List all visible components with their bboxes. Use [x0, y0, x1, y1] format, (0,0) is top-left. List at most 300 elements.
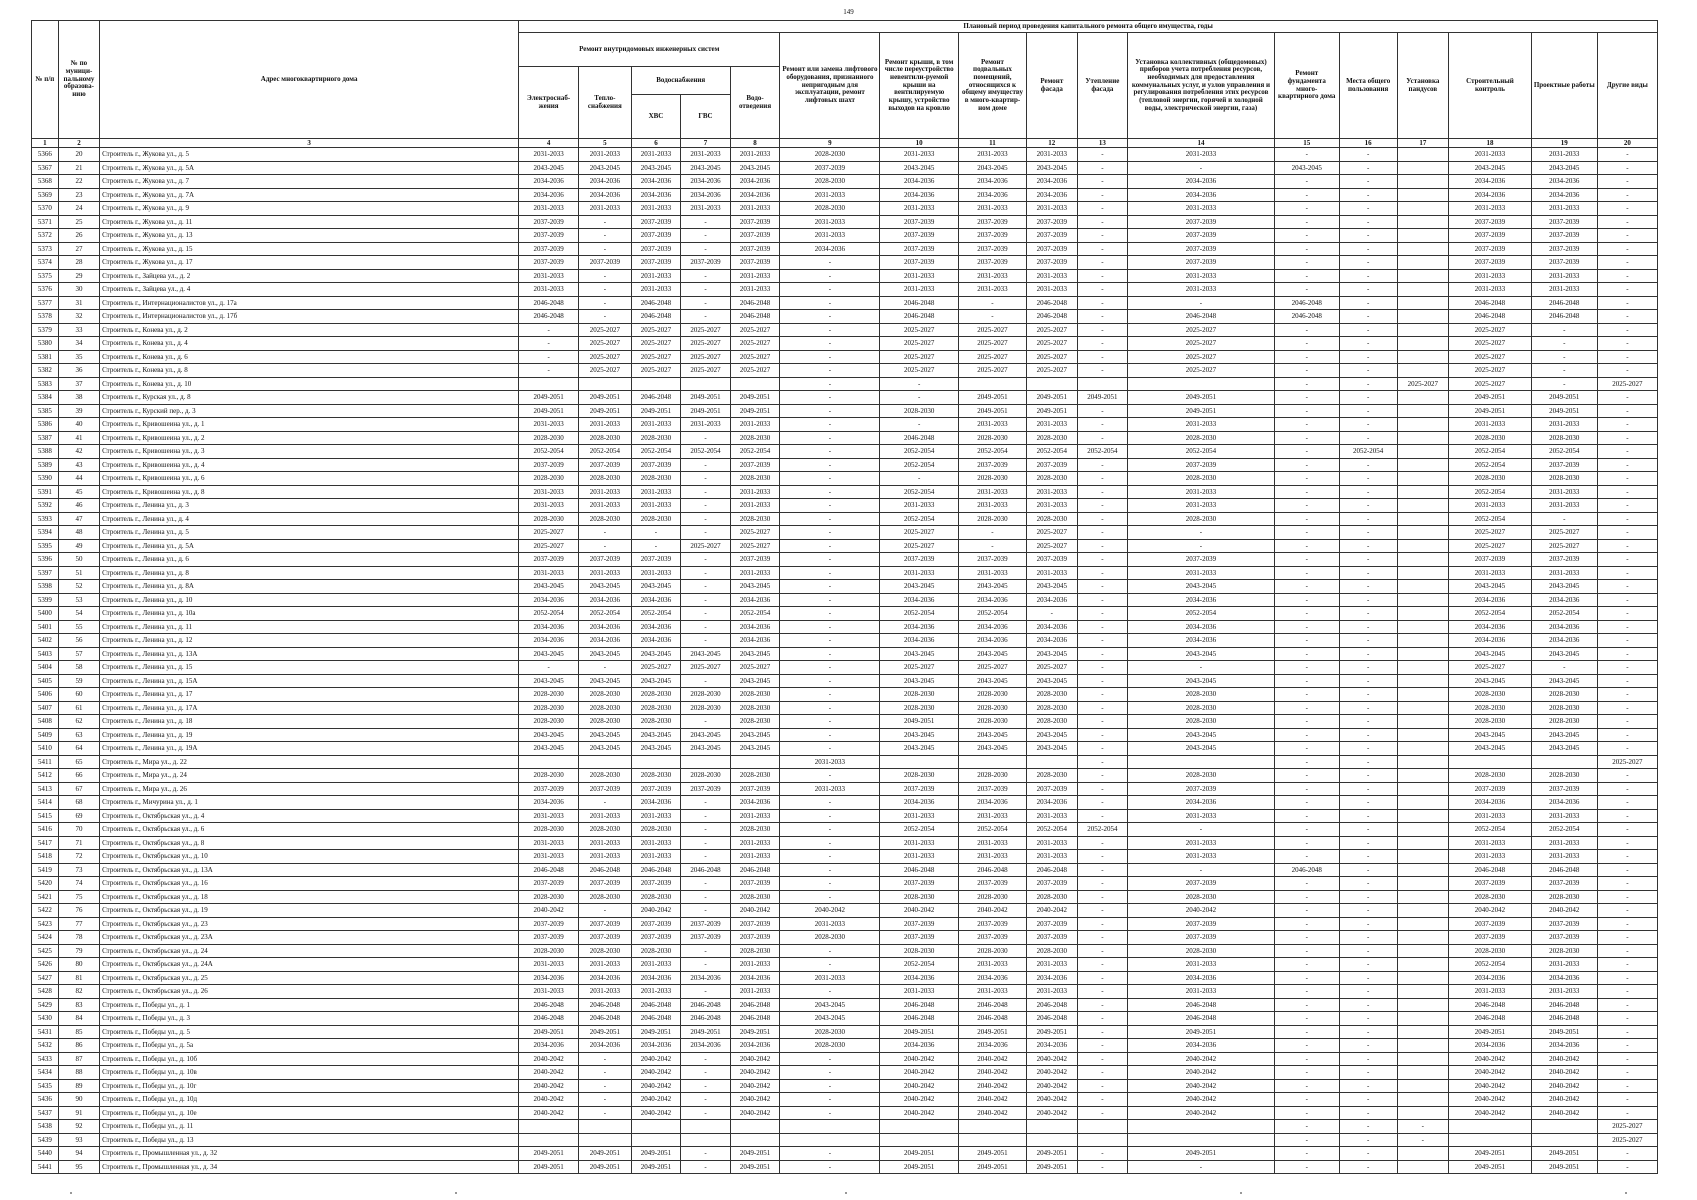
table-row [32, 1160, 1658, 1174]
table-cell: 2028-2030 [780, 1025, 880, 1039]
table-cell [519, 755, 579, 769]
table-cell: 2034-2036 [730, 634, 780, 648]
table-cell: 51 [58, 566, 99, 580]
address-cell: Строитель г., Жукова ул., д. 5А [100, 161, 519, 175]
table-cell: 5367 [32, 161, 59, 175]
table-cell: - [1128, 863, 1275, 877]
table-cell: 2031-2033 [880, 809, 958, 823]
table-cell [1397, 485, 1449, 499]
table-cell: - [1597, 809, 1657, 823]
table-cell: 2031-2033 [880, 202, 958, 216]
column-number: 18 [1449, 139, 1532, 148]
address-cell: Строитель г., Победы ул., д. 10е [100, 1106, 519, 1120]
table-cell: 2031-2033 [1128, 850, 1275, 864]
table-cell: - [1597, 647, 1657, 661]
table-cell: 2037-2039 [579, 917, 632, 931]
table-cell: - [1531, 350, 1597, 364]
table-cell: - [1339, 1106, 1397, 1120]
table-cell: - [1274, 539, 1339, 553]
address-cell: Строитель г., Победы ул., д. 10б [100, 1052, 519, 1066]
table-cell: - [1077, 688, 1128, 702]
table-cell: 2034-2036 [1027, 175, 1078, 189]
table-cell: 2034-2036 [1449, 796, 1532, 810]
table-cell: 2028-2030 [958, 715, 1026, 729]
table-cell: 2052-2054 [880, 485, 958, 499]
table-cell: 5396 [32, 553, 59, 567]
table-cell [1397, 688, 1449, 702]
table-cell: 58 [58, 661, 99, 675]
table-row [32, 796, 1658, 810]
table-cell: - [681, 1052, 731, 1066]
table-cell: 2052-2054 [880, 512, 958, 526]
table-cell: 2028-2030 [579, 688, 632, 702]
table-cell: 2025-2027 [579, 323, 632, 337]
table-cell: 22 [58, 175, 99, 189]
table-cell: - [1027, 607, 1078, 621]
table-cell: - [1077, 323, 1128, 337]
table-cell: 2037-2039 [1128, 256, 1275, 270]
table-cell: 2031-2033 [1449, 809, 1532, 823]
table-cell: 2052-2054 [1531, 445, 1597, 459]
address-cell: Строитель г., Конева ул., д. 4 [100, 337, 519, 351]
table-cell: 2037-2039 [579, 256, 632, 270]
table-cell: 2043-2045 [579, 674, 632, 688]
table-cell: 23 [58, 188, 99, 202]
address-cell: Строитель г., Интернационалистов ул., д. 17а [100, 296, 519, 310]
table-cell: 2046-2048 [519, 1012, 579, 1026]
table-cell: - [1077, 634, 1128, 648]
table-cell: 2034-2036 [1027, 634, 1078, 648]
column-number: 7 [681, 139, 731, 148]
table-cell [681, 377, 731, 391]
table-cell: 5437 [32, 1106, 59, 1120]
table-cell: 5393 [32, 512, 59, 526]
address-cell: Строитель г., Жукова ул., д. 9 [100, 202, 519, 216]
table-cell: 2031-2033 [1531, 418, 1597, 432]
table-cell: - [1274, 1120, 1339, 1134]
table-cell: - [681, 850, 731, 864]
table-cell: 2043-2045 [681, 161, 731, 175]
table-cell: 2046-2048 [1027, 1012, 1078, 1026]
table-cell: - [780, 836, 880, 850]
table-cell: 2025-2027 [1531, 539, 1597, 553]
table-cell: - [1339, 418, 1397, 432]
table-cell: 2052-2054 [880, 958, 958, 972]
table-cell [1397, 458, 1449, 472]
table-cell: 2025-2027 [579, 337, 632, 351]
table-cell [1397, 904, 1449, 918]
table-cell: 2046-2048 [958, 998, 1026, 1012]
table-cell: 5369 [32, 188, 59, 202]
table-cell: 2052-2054 [1449, 458, 1532, 472]
table-cell: 40 [58, 418, 99, 432]
table-cell [958, 1133, 1026, 1147]
table-cell: 2049-2051 [519, 1025, 579, 1039]
table-cell: - [1077, 431, 1128, 445]
table-cell: 2037-2039 [1449, 917, 1532, 931]
address-cell: Строитель г., Ленина ул., д. 8А [100, 580, 519, 594]
table-cell [1397, 755, 1449, 769]
table-cell: - [1397, 1133, 1449, 1147]
table-cell: - [1077, 1012, 1128, 1026]
table-cell: 5391 [32, 485, 59, 499]
table-cell: 2034-2036 [730, 796, 780, 810]
table-cell: 2028-2030 [519, 890, 579, 904]
table-cell: 2025-2027 [880, 337, 958, 351]
table-cell: - [780, 310, 880, 324]
table-cell [1397, 1079, 1449, 1093]
table-row [32, 377, 1658, 391]
table-cell: 2028-2030 [730, 688, 780, 702]
table-cell: 2031-2033 [730, 850, 780, 864]
table-cell: 2031-2033 [958, 836, 1026, 850]
table-row [32, 458, 1658, 472]
table-cell: - [1339, 1052, 1397, 1066]
table-cell: 2037-2039 [1128, 229, 1275, 243]
table-cell: 2031-2033 [579, 836, 632, 850]
table-cell: 2028-2030 [1449, 472, 1532, 486]
table-cell: 2025-2027 [1449, 661, 1532, 675]
table-cell: - [519, 350, 579, 364]
table-cell: 2031-2033 [519, 485, 579, 499]
table-cell: - [1339, 242, 1397, 256]
column-numbers-row [32, 139, 1658, 148]
table-row [32, 1133, 1658, 1147]
table-cell: - [780, 634, 880, 648]
table-cell: - [1077, 229, 1128, 243]
table-cell: 2043-2045 [1027, 742, 1078, 756]
table-cell: 35 [58, 350, 99, 364]
table-cell [1397, 661, 1449, 675]
table-cell: 2031-2033 [1449, 566, 1532, 580]
table-cell: 2037-2039 [1449, 215, 1532, 229]
table-cell: 2037-2039 [631, 458, 681, 472]
table-cell: - [1274, 850, 1339, 864]
table-cell: 2049-2051 [1531, 391, 1597, 405]
table-cell: 2034-2036 [519, 620, 579, 634]
table-cell: 2025-2027 [1027, 661, 1078, 675]
table-cell: 2037-2039 [1531, 917, 1597, 931]
table-cell: 2031-2033 [1531, 269, 1597, 283]
table-cell: 2040-2042 [1027, 904, 1078, 918]
table-cell: 2034-2036 [1027, 1039, 1078, 1053]
address-cell: Строитель г., Ленина ул., д. 19 [100, 728, 519, 742]
table-cell: 5388 [32, 445, 59, 459]
table-cell: - [1339, 890, 1397, 904]
table-cell: 5435 [32, 1079, 59, 1093]
table-cell: 2025-2027 [579, 350, 632, 364]
address-cell: Строитель г., Октябрьская ул., д. 6 [100, 823, 519, 837]
address-cell: Строитель г., Ленина ул., д. 18 [100, 715, 519, 729]
table-row [32, 742, 1658, 756]
table-cell: 2037-2039 [958, 242, 1026, 256]
table-cell [780, 1120, 880, 1134]
table-cell: 2037-2039 [730, 877, 780, 891]
table-cell: 2040-2042 [631, 1066, 681, 1080]
table-cell: 2034-2036 [1449, 634, 1532, 648]
table-cell: 2043-2045 [519, 728, 579, 742]
table-cell: - [1077, 958, 1128, 972]
table-cell: 2040-2042 [880, 1066, 958, 1080]
table-cell: 2034-2036 [519, 188, 579, 202]
table-cell: 2031-2033 [1449, 148, 1532, 162]
table-cell: - [579, 1093, 632, 1107]
table-cell: - [1339, 1133, 1397, 1147]
table-cell: 2025-2027 [730, 661, 780, 675]
table-cell: 55 [58, 620, 99, 634]
table-cell: - [780, 283, 880, 297]
table-cell: 2037-2039 [1531, 215, 1597, 229]
table-cell: 2031-2033 [1027, 418, 1078, 432]
table-cell [1397, 256, 1449, 270]
table-cell: 2049-2051 [1449, 391, 1532, 405]
table-cell: 2025-2027 [1128, 337, 1275, 351]
table-cell: - [780, 431, 880, 445]
table-cell: - [1339, 850, 1397, 864]
table-cell: - [780, 769, 880, 783]
table-cell: 2040-2042 [1128, 1106, 1275, 1120]
table-cell: - [1274, 580, 1339, 594]
table-cell: 2034-2036 [519, 796, 579, 810]
table-cell: 2040-2042 [958, 1093, 1026, 1107]
table-cell: 2031-2033 [730, 269, 780, 283]
table-cell: 2031-2033 [519, 269, 579, 283]
table-cell: 2025-2027 [880, 661, 958, 675]
table-row [32, 661, 1658, 675]
table-cell: 2052-2054 [958, 445, 1026, 459]
table-cell: - [1077, 607, 1128, 621]
table-cell: - [681, 823, 731, 837]
table-cell [681, 1133, 731, 1147]
table-cell: 2037-2039 [730, 917, 780, 931]
table-cell: - [1597, 175, 1657, 189]
table-row [32, 404, 1658, 418]
table-cell: 2031-2033 [579, 499, 632, 513]
table-cell: - [1339, 526, 1397, 540]
table-cell [1397, 310, 1449, 324]
table-cell [1531, 755, 1597, 769]
table-row [32, 904, 1658, 918]
table-cell: 5377 [32, 296, 59, 310]
address-cell: Строитель г., Промышленная ул., д. 34 [100, 1160, 519, 1174]
table-cell: - [1128, 661, 1275, 675]
table-cell: 2034-2036 [1449, 971, 1532, 985]
table-cell: - [1597, 418, 1657, 432]
table-cell [1397, 769, 1449, 783]
table-cell: 2037-2039 [1027, 242, 1078, 256]
table-cell: 2028-2030 [1449, 431, 1532, 445]
table-cell: 2031-2033 [730, 985, 780, 999]
table-cell: - [1597, 472, 1657, 486]
address-cell: Строитель г., Октябрьская ул., д. 23 [100, 917, 519, 931]
table-cell: 2046-2048 [1449, 296, 1532, 310]
table-cell: 2037-2039 [730, 458, 780, 472]
table-cell: 2034-2036 [519, 634, 579, 648]
table-cell: 2025-2027 [1449, 526, 1532, 540]
table-cell: 76 [58, 904, 99, 918]
table-cell: - [1274, 175, 1339, 189]
table-cell [880, 1120, 958, 1134]
table-cell: - [681, 472, 731, 486]
address-cell: Строитель г., Октябрьская ул., д. 10 [100, 850, 519, 864]
table-cell: 2031-2033 [519, 850, 579, 864]
table-cell: 2052-2054 [730, 607, 780, 621]
table-row [32, 175, 1658, 189]
table-cell: - [1597, 485, 1657, 499]
table-cell: - [1077, 485, 1128, 499]
table-cell: 2049-2051 [880, 1147, 958, 1161]
table-cell: 2046-2048 [631, 296, 681, 310]
table-cell: 2034-2036 [1128, 188, 1275, 202]
table-cell: 5392 [32, 499, 59, 513]
table-cell: 2052-2054 [681, 445, 731, 459]
table-cell: - [1339, 175, 1397, 189]
table-cell: 2040-2042 [880, 904, 958, 918]
table-cell: 2025-2027 [1597, 755, 1657, 769]
table-cell [1397, 1106, 1449, 1120]
table-cell: 2031-2033 [681, 148, 731, 162]
table-cell: 2028-2030 [579, 944, 632, 958]
table-cell: 2043-2045 [1027, 647, 1078, 661]
table-cell: 2034-2036 [579, 593, 632, 607]
table-cell: 5384 [32, 391, 59, 405]
table-cell: 2040-2042 [958, 1066, 1026, 1080]
table-cell: - [780, 472, 880, 486]
table-cell: 2031-2033 [958, 809, 1026, 823]
table-cell: 41 [58, 431, 99, 445]
table-cell: - [1274, 256, 1339, 270]
table-cell: 2046-2048 [579, 1012, 632, 1026]
address-cell: Строитель г., Ленина ул., д. 8 [100, 566, 519, 580]
table-cell: 43 [58, 458, 99, 472]
table-row [32, 215, 1658, 229]
table-cell: - [1597, 607, 1657, 621]
table-cell: 2037-2039 [1128, 877, 1275, 891]
address-cell: Строитель г., Мира ул., д. 24 [100, 769, 519, 783]
table-cell: - [1597, 850, 1657, 864]
column-number: 5 [579, 139, 632, 148]
table-cell: 2043-2045 [880, 580, 958, 594]
table-cell: 2031-2033 [1531, 499, 1597, 513]
table-cell: 37 [58, 377, 99, 391]
table-cell: 2040-2042 [880, 1106, 958, 1120]
table-cell: 2049-2051 [1077, 391, 1128, 405]
table-cell: 2034-2036 [1128, 175, 1275, 189]
table-cell: 62 [58, 715, 99, 729]
table-cell [631, 1120, 681, 1134]
table-cell: - [1274, 890, 1339, 904]
table-cell: - [1597, 161, 1657, 175]
address-cell: Строитель г., Конева ул., д. 10 [100, 377, 519, 391]
table-cell: 2034-2036 [730, 1039, 780, 1053]
table-cell: 90 [58, 1093, 99, 1107]
table-cell: 2028-2030 [730, 823, 780, 837]
table-cell: - [1339, 769, 1397, 783]
table-cell: 70 [58, 823, 99, 837]
table-cell: 2028-2030 [631, 890, 681, 904]
table-cell: - [1274, 350, 1339, 364]
table-cell: 2049-2051 [880, 715, 958, 729]
table-cell: - [579, 1052, 632, 1066]
table-cell: 2028-2030 [631, 472, 681, 486]
table-cell: - [1274, 458, 1339, 472]
table-row [32, 971, 1658, 985]
table-cell: 2028-2030 [519, 769, 579, 783]
table-cell: - [1597, 337, 1657, 351]
table-cell: 2043-2045 [681, 742, 731, 756]
table-cell: 2037-2039 [1531, 242, 1597, 256]
table-cell: - [1339, 1012, 1397, 1026]
address-cell: Строитель г., Победы ул., д. 1 [100, 998, 519, 1012]
table-cell: 2049-2051 [730, 1025, 780, 1039]
table-cell: 2028-2030 [631, 688, 681, 702]
table-cell: 2031-2033 [631, 283, 681, 297]
table-cell: 84 [58, 1012, 99, 1026]
address-cell: Строитель г., Ленина ул., д. 13А [100, 647, 519, 661]
table-cell: 2040-2042 [1128, 1052, 1275, 1066]
table-cell: - [1531, 512, 1597, 526]
address-cell: Строитель г., Ленина ул., д. 11 [100, 620, 519, 634]
address-cell: Строитель г., Жукова ул., д. 7 [100, 175, 519, 189]
table-cell: - [1339, 391, 1397, 405]
table-row [32, 715, 1658, 729]
table-cell: - [1077, 188, 1128, 202]
table-cell: 2043-2045 [958, 742, 1026, 756]
table-cell: 2052-2054 [1449, 485, 1532, 499]
table-cell: 5406 [32, 688, 59, 702]
table-cell: 2025-2027 [681, 364, 731, 378]
table-cell: - [1339, 904, 1397, 918]
table-cell: 5410 [32, 742, 59, 756]
table-cell [1397, 1012, 1449, 1026]
table-cell: 2052-2054 [519, 607, 579, 621]
table-cell: 2049-2051 [1128, 1147, 1275, 1161]
table-cell: 87 [58, 1052, 99, 1066]
table-row [32, 1052, 1658, 1066]
table-cell: 5422 [32, 904, 59, 918]
table-cell: 2046-2048 [730, 310, 780, 324]
table-cell: 2043-2045 [1027, 580, 1078, 594]
table-cell: 50 [58, 553, 99, 567]
table-cell: - [880, 418, 958, 432]
table-cell: - [1597, 998, 1657, 1012]
table-cell: 2037-2039 [1449, 931, 1532, 945]
table-cell: 2037-2039 [519, 242, 579, 256]
table-cell: 2040-2042 [631, 1052, 681, 1066]
table-cell: - [1077, 877, 1128, 891]
table-cell: 2025-2027 [631, 350, 681, 364]
table-row [32, 580, 1658, 594]
table-cell: 2049-2051 [1531, 1025, 1597, 1039]
table-cell [1397, 809, 1449, 823]
table-row [32, 1120, 1658, 1134]
table-cell: 2025-2027 [730, 364, 780, 378]
table-cell: 2034-2036 [958, 634, 1026, 648]
table-cell: - [1597, 148, 1657, 162]
table-cell [1397, 917, 1449, 931]
table-cell: 2046-2048 [1449, 310, 1532, 324]
table-cell: 2025-2027 [1128, 364, 1275, 378]
table-cell: 2052-2054 [958, 607, 1026, 621]
table-cell: - [780, 445, 880, 459]
table-row [32, 944, 1658, 958]
table-cell [1397, 742, 1449, 756]
table-cell: 2040-2042 [1449, 904, 1532, 918]
table-cell: - [1077, 364, 1128, 378]
table-cell: - [1597, 553, 1657, 567]
table-cell: 2031-2033 [1128, 836, 1275, 850]
table-cell [1397, 796, 1449, 810]
